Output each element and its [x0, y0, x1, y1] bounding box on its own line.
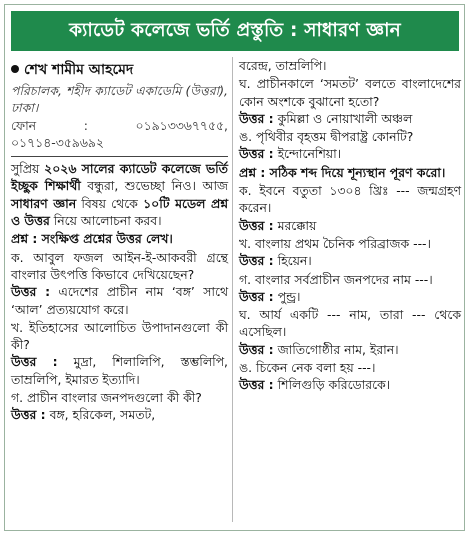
article-header [11, 11, 459, 51]
answer-3 [11, 406, 228, 423]
answer-text: শিলিগুড়ি করিডোরকে। [277, 377, 391, 393]
question-10: ঙ. চিকেন নেক বলা হয় ---। [239, 360, 376, 376]
author-phone: ফোন : ০১৯১৩৩৬৭৭৫৫, ০১৭১৪-৩৫৯৬৯২ [11, 117, 228, 150]
section-heading: প্রশ্ন : সংক্ষিপ্ত প্রশ্নের উত্তর লেখ। [11, 231, 173, 247]
intro-paragraph [11, 160, 228, 229]
article-title: ক্যাডেট কলেজে ভর্তি প্রস্তুতি : সাধারণ জ্ঞান [69, 20, 401, 41]
answer-text: মরক্কোয় [277, 217, 317, 233]
author-designation: পরিচালক, শহীদ ক্যাডেট একাডেমি (উত্তরা), ঢাকা। [11, 83, 228, 116]
answer-text: মুদ্রা, শিলালিপি, স্তম্ভলিপি, তাম্রলিপি, ইমারত ইত্যাদি। [11, 354, 228, 387]
article-page [4, 4, 465, 531]
answer-6 [239, 217, 461, 234]
question-7: খ. বাংলায় প্রথম চৈনিক পরিব্রাজক ---। [239, 235, 431, 251]
question-4: ঘ. প্রাচীনকালে ‘সমতট’ বলতে বাংলাদেশের কোন অংশকে বুঝানো হতো? [239, 76, 461, 109]
answer-label: উত্তর : [239, 146, 274, 162]
intro-subject: সাধারণ জ্ঞান [11, 195, 77, 211]
answer-text: কুমিল্লা ও নোয়াখালী অঞ্চল [277, 110, 413, 126]
intro-text-1: সুপ্রিয় [11, 161, 40, 177]
answer-label: উত্তর : [239, 217, 274, 233]
answer-label: উত্তর : [11, 354, 58, 370]
answer-text: এদেশের প্রাচীন নাম ‘বঙ্গ’ সাথে ‘আল’ প্রত্যয়যোগ করে। [11, 284, 228, 317]
answer-label: উত্তর : [239, 377, 274, 393]
answer-9 [239, 341, 461, 358]
answer-8 [239, 288, 461, 305]
answer-label: উত্তর : [239, 110, 274, 126]
answer-label: উত্তর : [11, 407, 46, 423]
intro-text-2: বন্ধুরা, শুভেচ্ছা নিও। আজ [87, 178, 228, 194]
question-3: গ. প্রাচীন বাংলার জনপদগুলো কী কী? [11, 390, 202, 406]
answer-text: বঙ্গ, হরিকেল, সমতট, [49, 407, 156, 423]
answer-label: উত্তর : [11, 284, 51, 300]
section-heading-2: প্রশ্ন : সঠিক শব্দ দিয়ে শূন্যস্থান পূরণ করো। [239, 164, 446, 180]
answer-1 [11, 283, 228, 318]
answer-label: উত্তর : [239, 341, 274, 357]
answer-7 [239, 252, 461, 269]
intro-text-4: নিয়ে আলোচনা করব। [53, 213, 162, 229]
bullet-icon [11, 65, 19, 73]
answer-text: পুন্ড্র। [277, 288, 301, 304]
column-divider [232, 57, 233, 522]
question-5: ঙ. পৃথিবীর বৃহত্তম দ্বীপরাষ্ট্র কোনটি? [239, 129, 414, 145]
answer-label: উত্তর : [239, 253, 274, 269]
right-column [239, 57, 461, 395]
divider-rule [11, 156, 228, 157]
question-1: ক. আবুল ফজল আইন-ই-আকবরী গ্রন্থে বাংলার উৎপত্তি কিভাবে দেখিয়েছেন? [11, 249, 228, 282]
left-column [11, 61, 228, 425]
answer-10 [239, 376, 461, 393]
author-name [11, 61, 228, 79]
intro-count: ১০টি মডেল প্রশ্ন ও উত্তর [11, 195, 228, 229]
answer-text: হিয়েন। [277, 253, 312, 269]
intro-year: ২০২৬ সালের ক্যাডেট কলেজে ভর্তি ইচ্ছুক শিক্ষার্থী [11, 161, 228, 194]
intro-text-3: বিষয় থেকে [81, 195, 138, 211]
answer-text: জাতিগোষ্ঠীর নাম, ইরান। [277, 341, 399, 357]
answer-3-continued: বরেন্দ্র, তাম্রলিপি। [239, 58, 327, 73]
answer-label: উত্তর : [239, 288, 274, 304]
answer-5 [239, 145, 461, 162]
question-9: ঘ. আর্য একটি --- নাম, তারা --- থেকে এসেছিল। [239, 307, 461, 340]
answer-4 [239, 110, 461, 127]
author-name-text: শেখ শামীম আহমেদ [24, 62, 134, 78]
question-6: ক. ইবনে বতুতা ১৩০৪ খ্রিঃ --- জন্মগ্রহণ করেন। [239, 183, 461, 216]
question-8: গ. বাংলার সর্বপ্রাচীন জনপদের নাম ---। [239, 271, 433, 287]
question-2: খ. ইতিহাসের আলোচিত উপাদানগুলো কী কী? [11, 319, 228, 353]
answer-2 [11, 353, 228, 388]
answer-text: ইন্দোনেশিয়া। [277, 146, 342, 162]
